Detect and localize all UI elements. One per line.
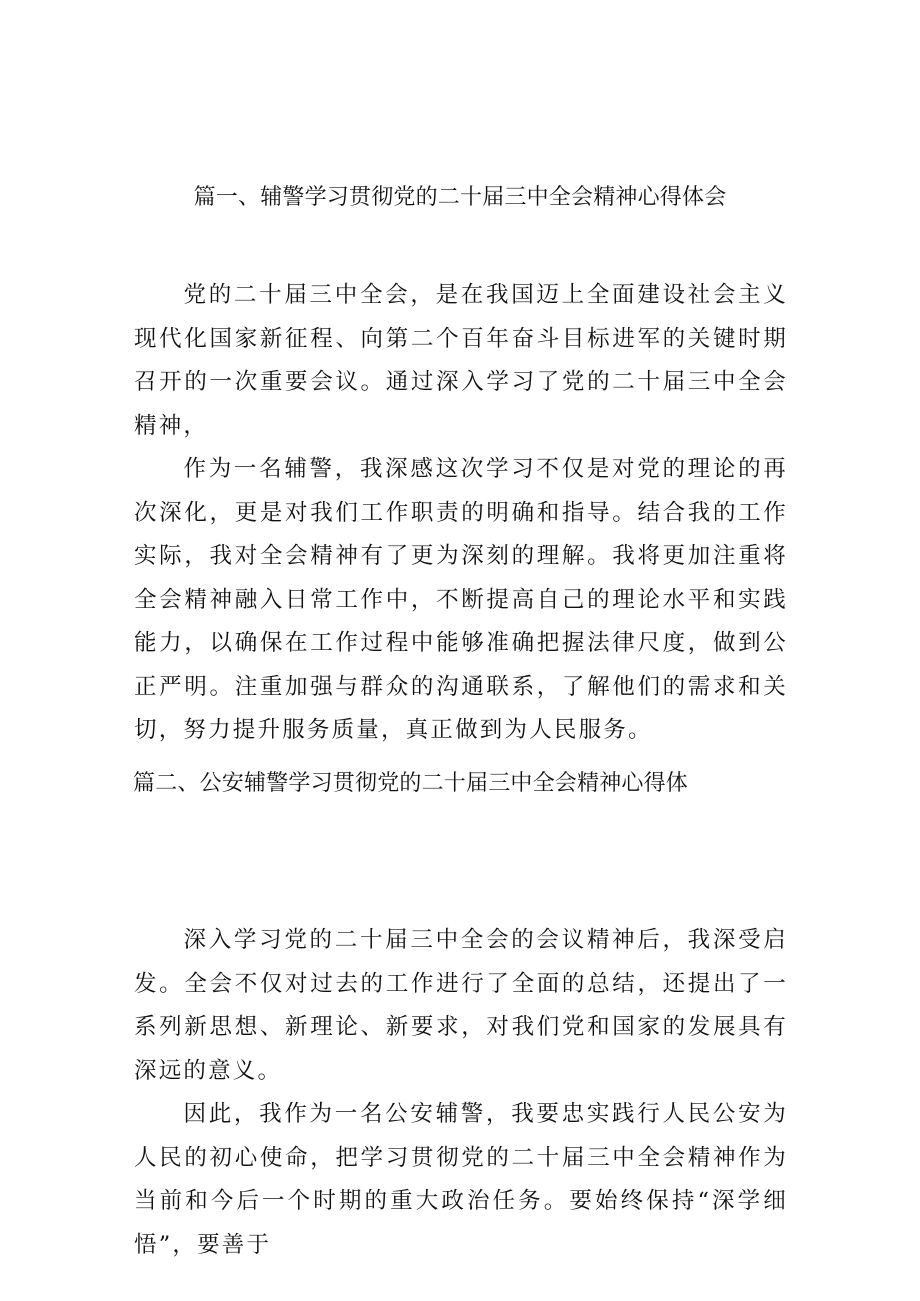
section-2-paragraph-1: 深入学习党的二十届三中全会的会议精神后，我深受启发。全会不仅对过去的工作进行了全面的总结，还提出了一系列新思想、新理论、新要求，对我们党和国家的发展具有深远的意义。 [134, 927, 788, 1084]
section-1-paragraph-1: 党的二十届三中全会，是在我国迈上全面建设社会主义现代化国家新征程、向第二个百年奋斗目标进军的关键时期召开的一次重要会议。通过深入学习了党的二十届三中全会精神， [134, 282, 788, 439]
section-2-body [134, 919, 788, 1267]
section-2-title: 篇二、公安辅警学习贯彻党的二十届三中全会精神心得体 [133, 771, 689, 796]
section-1-title: 篇一、辅警学习贯彻党的二十届三中全会精神心得体会 [193, 185, 727, 210]
section-1-body [134, 274, 788, 753]
section-1-paragraph-2: 作为一名辅警，我深感这次学习不仅是对党的理论的再次深化，更是对我们工作职责的明确和指导。结合我的工作实际，我对全会精神有了更为深刻的理解。我将更加注重将全会精神融入日常工作中，不断提高自己的理论水平和实践能力，以确保在工作过程中能够准确把握法律尺度，做到公正严明。注重加强与群众的沟通联系，了解他们的需求和关切，努力提升服务质量，真正做到为人民服务。 [134, 456, 788, 743]
section-2-paragraph-2: 因此，我作为一名公安辅警，我要忠实践行人民公安为人民的初心使命，把学习贯彻党的二十届三中全会精神作为当前和今后一个时期的重大政治任务。要始终保持“深学细悟”，要善于 [134, 1101, 788, 1258]
